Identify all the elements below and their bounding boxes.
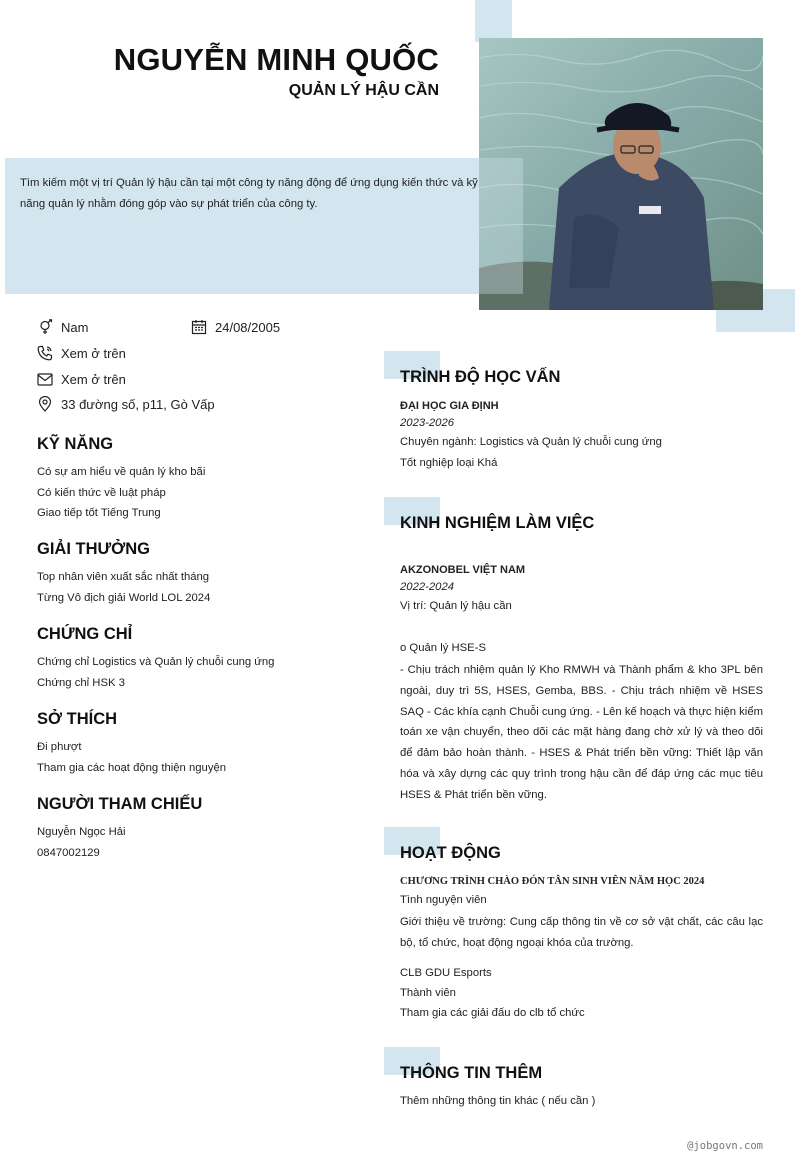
career-objective: Tìm kiếm một vị trí Quản lý hậu cần tại một công ty năng động để ứng dụng kiến thức và kỹ năng quản lý nhằm đóng góp vào sự phát triển của công ty. <box>20 177 478 210</box>
activity-description: Tham gia các giải đấu do clb tổ chức <box>400 1007 585 1019</box>
education-period: 2023-2026 <box>400 417 455 429</box>
phone-value: Xem ở trên <box>61 345 126 361</box>
hobby-item: Tham gia các hoạt động thiện nguyện <box>37 762 227 774</box>
reference-phone: 0847002129 <box>37 847 100 859</box>
reference-name: Nguyễn Ngọc Hải <box>37 826 126 838</box>
award-item: Từng Vô địch giải World LOL 2024 <box>37 592 211 604</box>
experience-subtitle: o Quản lý HSE-S <box>400 642 487 654</box>
education-title: TRÌNH ĐỘ HỌC VẤN <box>400 368 561 386</box>
certificates-title: CHỨNG CHỈ <box>37 625 133 643</box>
experience-description: - Chịu trách nhiệm quản lý Kho RMWH và Thành phẩm & kho 3PL bên ngoài, duy trì 5S, HSES, Gemba, BBS. - Chịu trách nhiệm về HSES SAQ - Các khía cạnh Chuỗi cung ứng. - Lên kế hoạch và thực hiện kiểm toán xe vận chuyển, theo dõi các mặt hàng đang chờ xử lý và theo dõi để đảm bảo hoàn thành. - HSES & Phát triển bền vững: Thiết lập văn hóa và xây dựng các quy trình trong hậu cần để đáp ứng các mục tiêu HSES & Phát triển bền vững. <box>400 664 764 801</box>
gender-icon <box>37 319 53 335</box>
gender-row <box>37 319 88 335</box>
experience-period: 2022-2024 <box>400 581 455 593</box>
birthday-value: 24/08/2005 <box>215 319 281 335</box>
education-grade: Tốt nghiệp loại Khá <box>400 457 498 469</box>
company-name: AKZONOBEL VIỆT NAM <box>400 564 526 576</box>
location-icon <box>37 396 53 412</box>
activity-role: Thành viên <box>400 987 456 999</box>
phone-row <box>37 345 126 361</box>
photo-overlay-tint <box>479 158 523 294</box>
gender-value: Nam <box>61 319 89 335</box>
phone-icon <box>37 345 53 361</box>
experience-title: KINH NGHIỆM LÀM VIỆC <box>400 514 595 532</box>
activity-role: Tình nguyện viên <box>400 894 487 906</box>
school-name: ĐẠI HỌC GIA ĐỊNH <box>400 400 499 412</box>
skill-item: Có sự am hiểu về quản lý kho bãi <box>37 466 206 478</box>
accent-block-top <box>475 0 512 42</box>
birthday-row <box>191 319 280 335</box>
certificate-item: Chứng chỉ Logistics và Quản lý chuỗi cung ứng <box>37 656 275 668</box>
activities-title: HOẠT ĐỘNG <box>400 844 501 862</box>
extra-info-title: THÔNG TIN THÊM <box>400 1064 543 1082</box>
skill-item: Có kiến thức về luật pháp <box>37 487 166 499</box>
certificate-item: Chứng chỉ HSK 3 <box>37 677 125 689</box>
award-item: Top nhân viên xuất sắc nhất tháng <box>37 571 210 583</box>
email-value: Xem ở trên <box>61 371 126 387</box>
hobby-item: Đi phượt <box>37 741 82 753</box>
references-title: NGƯỜI THAM CHIẾU <box>37 795 203 813</box>
watermark: @jobgovn.com <box>687 1140 763 1152</box>
skill-item: Giao tiếp tốt Tiếng Trung <box>37 507 161 519</box>
hobbies-title: SỞ THÍCH <box>37 710 118 728</box>
address-row <box>37 396 215 412</box>
skills-title: KỸ NĂNG <box>37 435 114 453</box>
mail-icon <box>37 371 53 387</box>
education-major: Chuyên ngành: Logistics và Quản lý chuỗi cung ứng <box>400 436 662 448</box>
address-value: 33 đường số, p11, Gò Vấp <box>61 396 215 412</box>
email-row <box>37 371 126 387</box>
job-title: QUẢN LÝ HẬU CẦN <box>288 82 439 99</box>
calendar-icon <box>191 319 207 335</box>
candidate-name: NGUYỄN MINH QUỐC <box>113 42 439 77</box>
activity-description: Giới thiệu về trường: Cung cấp thông tin về cơ sở vật chất, các câu lạc bộ, tổ chức, hoạt động ngoại khóa của trường. <box>400 916 763 949</box>
experience-position: Vị trí: Quản lý hậu cần <box>400 600 512 612</box>
activity-name: CHƯƠNG TRÌNH CHÀO ĐÓN TÂN SINH VIÊN NĂM HỌC 2024 <box>400 876 705 887</box>
awards-title: GIẢI THƯỞNG <box>37 540 151 558</box>
activity-name: CLB GDU Esports <box>400 967 492 979</box>
extra-info-text: Thêm những thông tin khác ( nếu cần ) <box>400 1095 596 1107</box>
